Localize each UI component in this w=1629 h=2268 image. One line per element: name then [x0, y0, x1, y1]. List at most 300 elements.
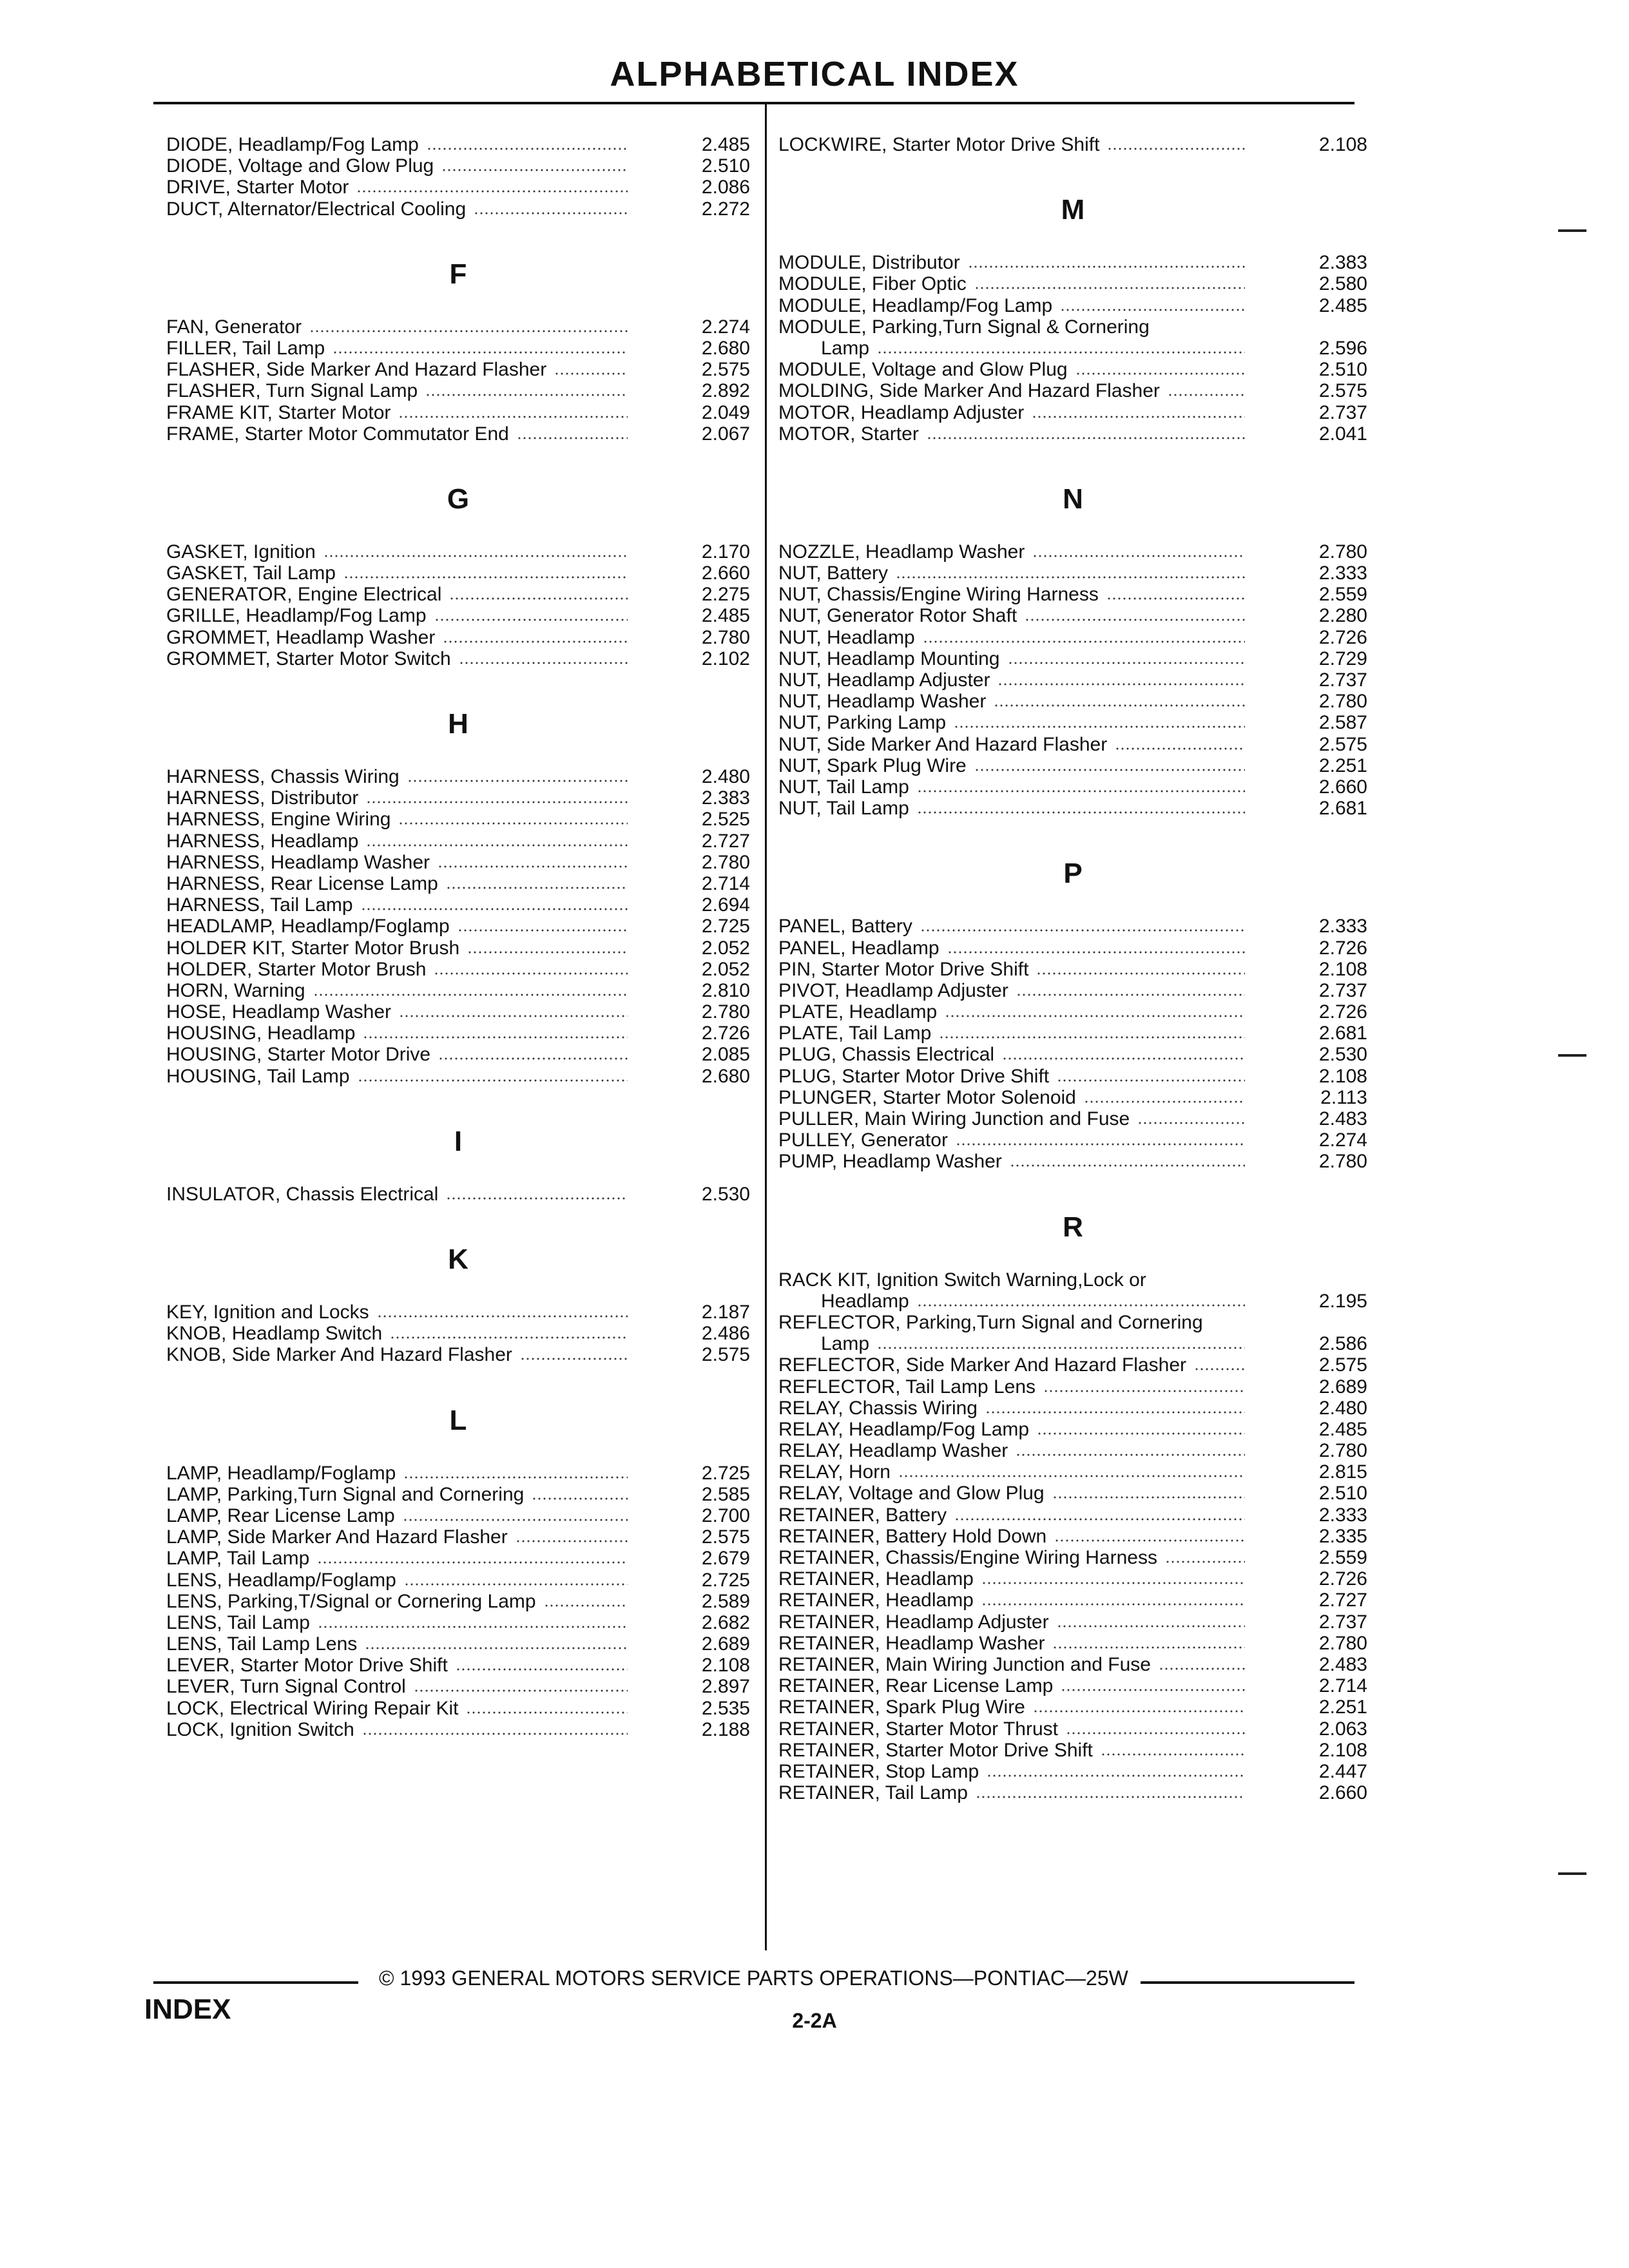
index-entry	[778, 1547, 1367, 1568]
entry-label: RETAINER, Spark Plug Wire	[778, 1696, 1025, 1718]
entry-page: 2.274	[1318, 1129, 1367, 1151]
leader-dots	[398, 416, 628, 418]
entry-label: FLASHER, Turn Signal Lamp	[166, 380, 418, 402]
entry-label: HEADLAMP, Headlamp/Foglamp	[166, 916, 450, 937]
index-entry	[778, 980, 1367, 1001]
leader-dots	[877, 1347, 1245, 1349]
index-entry	[166, 584, 750, 605]
leader-dots	[968, 265, 1245, 268]
index-entry	[166, 380, 750, 401]
entry-page: 2.726	[1318, 626, 1367, 648]
leader-dots	[1057, 1625, 1245, 1628]
leader-dots	[974, 769, 1245, 771]
margin-tick	[1558, 229, 1586, 232]
leader-dots	[407, 780, 628, 782]
section-letter: L	[449, 1404, 467, 1436]
entry-label: GENERATOR, Engine Electrical	[166, 584, 442, 606]
leader-dots	[403, 1476, 628, 1479]
index-entry	[778, 1376, 1367, 1398]
leader-dots	[317, 1561, 628, 1564]
index-entry	[166, 1698, 750, 1719]
section-gap	[166, 1366, 750, 1392]
entry-label: RELAY, Headlamp Washer	[778, 1440, 1008, 1462]
index-entry	[166, 1044, 750, 1065]
entry-label: RELAY, Chassis Wiring	[778, 1397, 978, 1419]
entry-page: 2.067	[701, 423, 750, 445]
leader-dots	[1061, 1689, 1245, 1691]
index-entry	[778, 1151, 1367, 1172]
index-entry	[778, 1312, 1367, 1333]
entry-page: 2.530	[1318, 1044, 1367, 1066]
index-entry	[778, 1398, 1367, 1419]
entry-page: 2.383	[1318, 252, 1367, 274]
entry-label: NUT, Generator Rotor Shaft	[778, 605, 1017, 627]
entry-label: MOTOR, Headlamp Adjuster	[778, 401, 1025, 423]
entry-page: 2.815	[1318, 1461, 1367, 1483]
index-entry	[778, 1440, 1367, 1461]
entry-page: 2.679	[701, 1548, 750, 1570]
leader-dots	[1037, 1432, 1245, 1435]
index-entry	[778, 1568, 1367, 1590]
index-entry	[166, 648, 750, 669]
entry-page: 2.689	[1318, 1376, 1367, 1398]
entry-page: 2.575	[701, 359, 750, 381]
entry-label: NUT, Headlamp	[778, 626, 915, 648]
entry-page: 2.108	[1318, 1739, 1367, 1761]
entry-page: 2.660	[1318, 776, 1367, 798]
leader-dots	[520, 1358, 628, 1360]
leader-dots	[390, 1336, 628, 1339]
entry-label: PIN, Starter Motor Drive Shift	[778, 958, 1029, 980]
entry-label: DUCT, Alternator/Electrical Cooling	[166, 198, 467, 220]
index-entry	[166, 959, 750, 980]
leader-dots	[434, 972, 628, 975]
entry-label: RACK KIT, Ignition Switch Warning,Lock or	[778, 1269, 1146, 1291]
entry-label: PLATE, Headlamp	[778, 1001, 938, 1023]
index-entry	[166, 809, 750, 830]
entry-page: 2.274	[701, 316, 750, 338]
entry-label: LOCK, Ignition Switch	[166, 1718, 354, 1740]
entry-page: 2.727	[1318, 1590, 1367, 1611]
entry-page: 2.108	[1318, 1065, 1367, 1087]
leader-dots	[954, 726, 1245, 728]
entry-page: 2.335	[1318, 1525, 1367, 1547]
index-entry	[166, 1548, 750, 1569]
index-entry	[166, 787, 750, 809]
entry-page: 2.510	[701, 155, 750, 177]
entry-label: HOLDER, Starter Motor Brush	[166, 958, 427, 980]
leader-dots	[532, 1497, 628, 1500]
index-entry	[166, 831, 750, 852]
leader-dots	[1032, 555, 1245, 557]
entry-page: 2.049	[701, 401, 750, 423]
index-entry	[778, 316, 1367, 338]
entry-label: LENS, Headlamp/Foglamp	[166, 1569, 396, 1591]
entry-label: LENS, Tail Lamp	[166, 1611, 310, 1633]
index-entry	[166, 1023, 750, 1044]
section-gap	[778, 155, 1367, 181]
leader-dots	[917, 811, 1245, 814]
entry-page: 2.586	[1318, 1333, 1367, 1355]
leader-dots	[1168, 394, 1245, 396]
leader-dots	[1165, 1561, 1245, 1563]
leader-dots	[554, 372, 628, 375]
leader-dots	[343, 576, 628, 579]
entry-label: NUT, Headlamp Washer	[778, 691, 987, 713]
entry-label: NUT, Parking Lamp	[778, 712, 947, 734]
leader-dots	[939, 1036, 1245, 1039]
section-gap	[166, 1087, 750, 1113]
leader-dots	[1054, 1539, 1245, 1542]
entry-label: PLUNGER, Starter Motor Solenoid	[778, 1086, 1076, 1108]
entry-page: 2.587	[1318, 712, 1367, 734]
index-entry	[166, 198, 750, 220]
section-letter: N	[1063, 483, 1083, 515]
index-entry	[778, 1611, 1367, 1633]
leader-dots	[361, 908, 628, 910]
leader-dots	[1010, 1164, 1245, 1167]
leader-dots	[399, 1015, 628, 1017]
entry-page: 2.108	[1318, 958, 1367, 980]
entry-label: GRILLE, Headlamp/Fog Lamp	[166, 605, 427, 627]
entry-label: RELAY, Horn	[778, 1461, 891, 1483]
leader-dots	[365, 1647, 628, 1649]
leader-dots	[414, 1689, 628, 1692]
entry-label: NUT, Tail Lamp	[778, 798, 909, 820]
entry-label: GASKET, Ignition	[166, 541, 316, 562]
entry-label: HARNESS, Engine Wiring	[166, 809, 391, 831]
leader-dots	[1159, 1667, 1245, 1670]
index-entry	[778, 937, 1367, 959]
entry-label: DIODE, Voltage and Glow Plug	[166, 155, 434, 177]
index-entry	[778, 755, 1367, 776]
entry-label: NUT, Headlamp Adjuster	[778, 669, 990, 691]
entry-label: FAN, Generator	[166, 316, 302, 338]
entry-label: PULLER, Main Wiring Junction and Fuse	[778, 1108, 1130, 1129]
entry-page: 2.063	[1318, 1718, 1367, 1740]
entry-page: 2.187	[701, 1302, 750, 1323]
entry-label: MOTOR, Starter	[778, 423, 919, 445]
index-entry	[778, 1269, 1367, 1291]
leader-dots	[1032, 416, 1245, 418]
index-entry	[166, 1591, 750, 1612]
index-entry	[166, 562, 750, 584]
leader-dots	[404, 1583, 628, 1586]
leader-dots	[438, 865, 628, 868]
index-entry	[166, 873, 750, 894]
index-entry	[778, 1023, 1367, 1044]
index-entry	[166, 1612, 750, 1633]
index-entry	[778, 1526, 1367, 1547]
index-entry	[166, 316, 750, 338]
entry-page: 2.575	[1318, 733, 1367, 755]
entry-label: HARNESS, Headlamp Washer	[166, 851, 430, 873]
entry-label: HORN, Warning	[166, 979, 305, 1001]
leader-dots	[898, 1475, 1245, 1477]
entry-label: MODULE, Fiber Optic	[778, 273, 967, 295]
section-letter: P	[1063, 858, 1083, 890]
entry-page: 2.780	[701, 851, 750, 873]
index-entry	[166, 766, 750, 787]
entry-label: REFLECTOR, Parking,Turn Signal and Cornering	[778, 1311, 1203, 1333]
header-rule	[153, 102, 1354, 104]
leader-dots	[1101, 1753, 1245, 1756]
entry-label: FLASHER, Side Marker And Hazard Flasher	[166, 359, 547, 381]
entry-page: 2.780	[1318, 541, 1367, 562]
index-entry	[166, 1484, 750, 1505]
entry-page: 2.575	[701, 1526, 750, 1548]
leader-dots	[956, 1143, 1245, 1146]
entry-page: 2.510	[1318, 1483, 1367, 1504]
index-entry	[166, 155, 750, 177]
index-entry	[778, 273, 1367, 294]
entry-label: PUMP, Headlamp Washer	[778, 1151, 1002, 1173]
entry-page: 2.170	[701, 541, 750, 562]
page-title: ALPHABETICAL INDEX	[610, 55, 1019, 93]
index-entry	[778, 627, 1367, 648]
index-entry	[778, 1066, 1367, 1087]
index-entry	[778, 1001, 1367, 1023]
index-entry	[778, 1675, 1367, 1696]
entry-label: RETAINER, Headlamp Adjuster	[778, 1611, 1049, 1633]
leader-dots	[974, 287, 1245, 289]
entry-page: 2.195	[1318, 1290, 1367, 1312]
leader-dots	[1194, 1368, 1245, 1370]
entry-page: 2.535	[701, 1697, 750, 1719]
entry-page: 2.085	[701, 1044, 750, 1066]
index-entry	[778, 1419, 1367, 1440]
index-entry	[778, 1782, 1367, 1803]
index-entry	[166, 338, 750, 359]
leader-dots	[1052, 1496, 1245, 1499]
index-entry	[166, 1344, 750, 1365]
entry-page: 2.737	[1318, 401, 1367, 423]
entry-page: 2.559	[1318, 584, 1367, 606]
entry-page: 2.086	[701, 177, 750, 198]
entry-page: 2.694	[701, 894, 750, 916]
leader-dots	[1036, 972, 1245, 975]
index-entry	[166, 541, 750, 562]
entry-label: PANEL, Battery	[778, 916, 912, 937]
entry-page: 2.589	[701, 1590, 750, 1612]
entry-page: 2.681	[1318, 798, 1367, 820]
entry-page: 2.726	[1318, 1001, 1367, 1023]
entry-label: RELAY, Voltage and Glow Plug	[778, 1483, 1045, 1504]
leader-dots	[1106, 597, 1245, 600]
entry-page: 2.275	[701, 584, 750, 606]
leader-dots	[398, 822, 628, 825]
leader-dots	[1084, 1100, 1245, 1103]
index-entry	[778, 1718, 1367, 1740]
leader-dots	[366, 844, 628, 847]
entry-page: 2.188	[701, 1718, 750, 1740]
index-entry	[778, 1483, 1367, 1504]
index-entry	[166, 177, 750, 198]
entry-page: 2.480	[701, 766, 750, 787]
entry-page: 2.486	[701, 1323, 750, 1345]
entry-label: MODULE, Headlamp/Fog Lamp	[778, 294, 1053, 316]
leader-dots	[920, 929, 1245, 932]
entry-page: 2.480	[1318, 1397, 1367, 1419]
entry-page: 2.780	[701, 626, 750, 648]
entry-label: KEY, Ignition and Locks	[166, 1302, 369, 1323]
index-entry	[166, 1066, 750, 1087]
entry-page: 2.485	[1318, 1418, 1367, 1440]
leader-dots	[403, 1519, 628, 1521]
entry-label: RETAINER, Headlamp Washer	[778, 1632, 1045, 1654]
section-letter: H	[448, 708, 468, 740]
index-entry	[778, 1761, 1367, 1782]
entry-page: 2.725	[701, 1569, 750, 1591]
entry-label: GROMMET, Headlamp Washer	[166, 626, 436, 648]
section-letter: G	[447, 483, 470, 515]
leader-dots	[313, 994, 628, 996]
index-entry	[778, 402, 1367, 423]
entry-page: 2.892	[701, 380, 750, 402]
index-entry	[778, 1333, 1367, 1354]
leader-dots	[985, 1411, 1245, 1414]
leader-dots	[954, 1518, 1245, 1521]
entry-page: 2.052	[701, 958, 750, 980]
entry-label: NUT, Side Marker And Hazard Flasher	[778, 733, 1108, 755]
index-entry	[778, 562, 1367, 584]
index-entry	[166, 1184, 750, 1205]
entry-page: 2.810	[701, 979, 750, 1001]
entry-label: PANEL, Headlamp	[778, 937, 940, 959]
entry-label: PLUG, Starter Motor Drive Shift	[778, 1065, 1050, 1087]
leader-dots	[362, 1733, 628, 1735]
index-entry	[778, 1291, 1367, 1312]
entry-label: Lamp	[821, 337, 870, 359]
entry-page: 2.485	[701, 134, 750, 155]
leader-dots	[981, 1603, 1245, 1606]
leader-dots	[1025, 619, 1245, 621]
index-entry	[778, 776, 1367, 798]
entry-label: RETAINER, Headlamp	[778, 1568, 974, 1590]
index-entry	[778, 359, 1367, 380]
entry-page: 2.737	[1318, 669, 1367, 691]
index-entry	[778, 1044, 1367, 1065]
entry-label: HARNESS, Headlamp	[166, 830, 359, 852]
entry-page: 2.780	[701, 1001, 750, 1023]
leader-dots	[517, 437, 628, 439]
leader-dots	[434, 619, 628, 621]
right-index-column	[778, 134, 1367, 1803]
entry-page: 2.726	[701, 1023, 750, 1044]
entry-page: 2.333	[1318, 1504, 1367, 1526]
entry-label: NUT, Spark Plug Wire	[778, 754, 967, 776]
entry-label: RETAINER, Chassis/Engine Wiring Harness	[778, 1547, 1157, 1568]
entry-page: 2.700	[701, 1504, 750, 1526]
section-letter: M	[1061, 194, 1085, 226]
entry-label: HARNESS, Chassis Wiring	[166, 766, 400, 787]
index-entry	[166, 1526, 750, 1548]
index-entry	[778, 691, 1367, 712]
section-gap	[778, 1173, 1367, 1198]
leader-dots	[994, 704, 1245, 707]
leader-dots	[923, 640, 1245, 643]
entry-page: 2.575	[1318, 380, 1367, 402]
margin-tick	[1558, 1872, 1586, 1875]
entry-label: LENS, Parking,T/Signal or Cornering Lamp	[166, 1590, 536, 1612]
leader-dots	[366, 801, 628, 803]
index-entry	[166, 402, 750, 423]
leader-dots	[987, 1774, 1245, 1777]
entry-label: RETAINER, Tail Lamp	[778, 1782, 968, 1804]
entry-label: GROMMET, Starter Motor Switch	[166, 648, 451, 669]
column-divider	[765, 104, 767, 1950]
entry-page: 2.108	[701, 1655, 750, 1677]
entry-page: 2.726	[1318, 937, 1367, 959]
section-gap	[778, 445, 1367, 470]
section-gap	[166, 445, 750, 470]
index-entry	[166, 359, 750, 380]
page-number: 2-2A	[792, 2009, 837, 2032]
index-entry	[166, 1463, 750, 1484]
entry-label: GASKET, Tail Lamp	[166, 562, 336, 584]
leader-dots	[1107, 148, 1245, 150]
index-entry	[166, 134, 750, 155]
entry-label: PULLEY, Generator	[778, 1129, 948, 1151]
leader-dots	[438, 1057, 628, 1060]
index-entry	[166, 980, 750, 1001]
leader-dots	[1016, 994, 1245, 996]
index-entry	[778, 669, 1367, 691]
index-entry	[166, 1570, 750, 1591]
entry-page: 2.680	[701, 337, 750, 359]
section-gap	[166, 220, 750, 245]
index-entry	[166, 1676, 750, 1697]
entry-page: 2.729	[1318, 648, 1367, 669]
entry-page: 2.780	[1318, 1440, 1367, 1462]
entry-label: HOLDER KIT, Starter Motor Brush	[166, 937, 460, 959]
entry-label: LEVER, Turn Signal Control	[166, 1676, 406, 1698]
index-entry	[166, 937, 750, 959]
leader-dots	[333, 351, 628, 354]
leader-dots	[1043, 1390, 1245, 1392]
index-entry	[778, 712, 1367, 733]
leader-dots	[1075, 372, 1245, 375]
entry-label: PLATE, Tail Lamp	[778, 1023, 932, 1044]
entry-label: RELAY, Headlamp/Fog Lamp	[778, 1418, 1030, 1440]
entry-page: 2.280	[1318, 605, 1367, 627]
index-entry	[166, 894, 750, 916]
leader-dots	[1033, 1710, 1245, 1713]
entry-label: LAMP, Parking,Turn Signal and Cornering	[166, 1483, 525, 1505]
entry-label: LOCKWIRE, Starter Motor Drive Shift	[778, 134, 1100, 155]
entry-label: FRAME, Starter Motor Commutator End	[166, 423, 509, 445]
entry-page: 2.041	[1318, 423, 1367, 445]
entry-label: RETAINER, Battery Hold Down	[778, 1525, 1047, 1547]
index-entry	[778, 1740, 1367, 1761]
index-entry	[166, 852, 750, 873]
entry-label: Lamp	[821, 1333, 870, 1355]
footer-rule-left	[153, 1981, 358, 1984]
entry-label: INSULATOR, Chassis Electrical	[166, 1183, 439, 1205]
leader-dots	[363, 1036, 628, 1039]
entry-page: 2.725	[701, 1462, 750, 1484]
entry-label: RETAINER, Headlamp	[778, 1590, 974, 1611]
index-entry	[778, 1633, 1367, 1654]
entry-label: MODULE, Voltage and Glow Plug	[778, 359, 1068, 381]
entry-label: PIVOT, Headlamp Adjuster	[778, 979, 1008, 1001]
entry-label: NUT, Chassis/Engine Wiring Harness	[778, 584, 1099, 606]
leader-dots	[917, 1304, 1245, 1307]
entry-label: NUT, Tail Lamp	[778, 776, 909, 798]
leader-dots	[1002, 1057, 1245, 1060]
index-entry	[166, 916, 750, 937]
index-entry	[778, 734, 1367, 755]
